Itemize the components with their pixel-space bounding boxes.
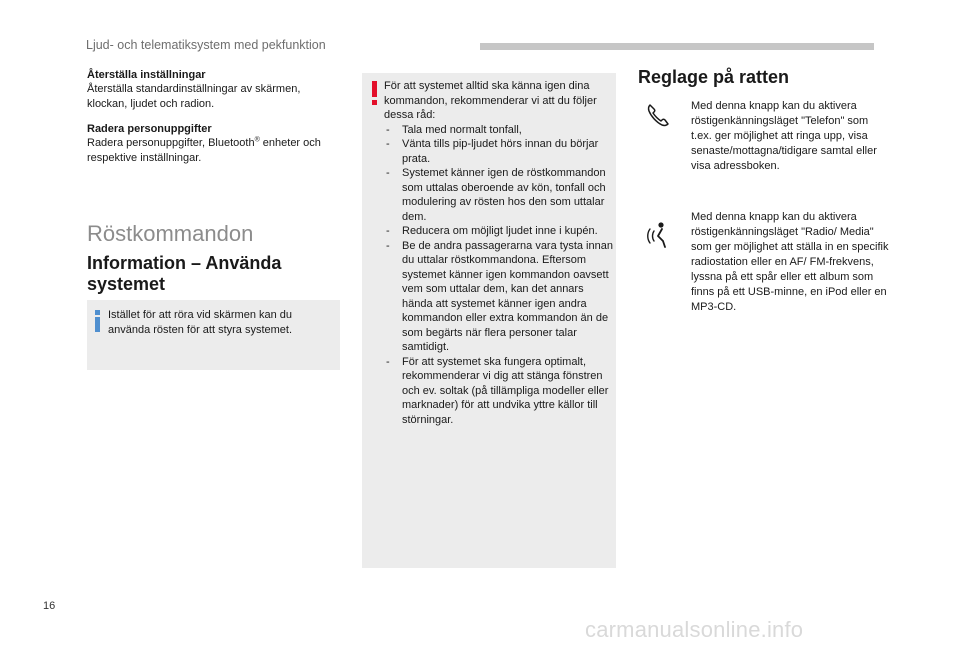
warning-intro: För att systemet alltid ska känna igen dina kommandon, rekommenderar vi att du följer dessa råd:	[384, 80, 597, 121]
personal-data-title: Radera personuppgifter	[87, 123, 212, 135]
settings-column	[87, 68, 342, 166]
personal-data-body	[87, 136, 342, 166]
personal-data-body-start: Radera personuppgifter, Bluetooth	[87, 137, 255, 149]
steering-controls-heading: Reglage på ratten	[638, 67, 790, 87]
watermark: carmanualsonline.info	[585, 617, 804, 642]
warning-item: - Be de andra passagerarna vara tysta innan du uttalar röstkommandona. Eftersom systemet känner igen kommandon oavsett vem som uttalar dem, kan det annars hända att systemet känner igen andra kommandon eller extra kommandon än de som begärts när flera personer talar samtidigt.	[384, 239, 614, 355]
reset-body: Återställa standardinställningar av skärmen, klockan, ljudet och radion.	[87, 83, 301, 110]
reset-title: Återställa inställningar	[87, 69, 206, 81]
warning-item: - Systemet känner igen de röstkommandon som uttalas oberoende av kön, tonfall och modulering av rösten hos den som uttalar dem.	[384, 166, 614, 224]
media-control-text: Med denna knapp kan du aktivera röstigenkänningsläget "Radio/ Media" som ger möjlighet att ställa in en specifik radiostation eller en AF/ FM-frekvens, lyssna på ett spår eller ett album som finns på ett USB-minne, en iPod eller en MP3-CD.	[691, 211, 889, 313]
phone-icon	[646, 101, 672, 129]
voice-commands-heading: Röstkommandon	[87, 221, 254, 246]
warning-list	[384, 123, 614, 428]
registered-mark: ®	[254, 136, 260, 144]
info-text: Istället för att röra vid skärmen kan du använda rösten för att styra systemet.	[108, 309, 293, 336]
info-box	[87, 300, 340, 370]
warning-icon	[371, 81, 379, 105]
warning-item: - Vänta tills pip-ljudet hörs innan du börjar prata.	[384, 137, 614, 166]
warning-item: - Tala med normalt tonfall,	[384, 123, 614, 138]
running-header: Ljud- och telematiksystem med pekfunktion	[86, 38, 326, 52]
voice-command-icon	[646, 220, 672, 248]
header-bar	[480, 43, 874, 50]
warning-item: - För att systemet ska fungera optimalt, rekommenderar vi dig att stänga fönstren och ev. soltak (på tillämpliga modeller eller marknader) för att undvika yttre källor till störningar.	[384, 355, 614, 428]
warning-content	[384, 79, 614, 427]
page-number: 16	[43, 600, 56, 612]
info-icon	[94, 310, 102, 332]
voice-info-subheading: Information – Använda systemet	[87, 253, 282, 294]
personal-data-body-end: enheter och respektive inställningar.	[87, 137, 321, 164]
warning-item: - Reducera om möjligt ljudet inne i kupén.	[384, 224, 614, 239]
phone-control-text: Med denna knapp kan du aktivera röstigenkänningsläget "Telefon" som t.ex. ger möjlighet att ringa upp, visa senaste/mottagna/tidigare samtal eller visa adressboken.	[691, 100, 877, 172]
warning-box	[362, 73, 616, 568]
